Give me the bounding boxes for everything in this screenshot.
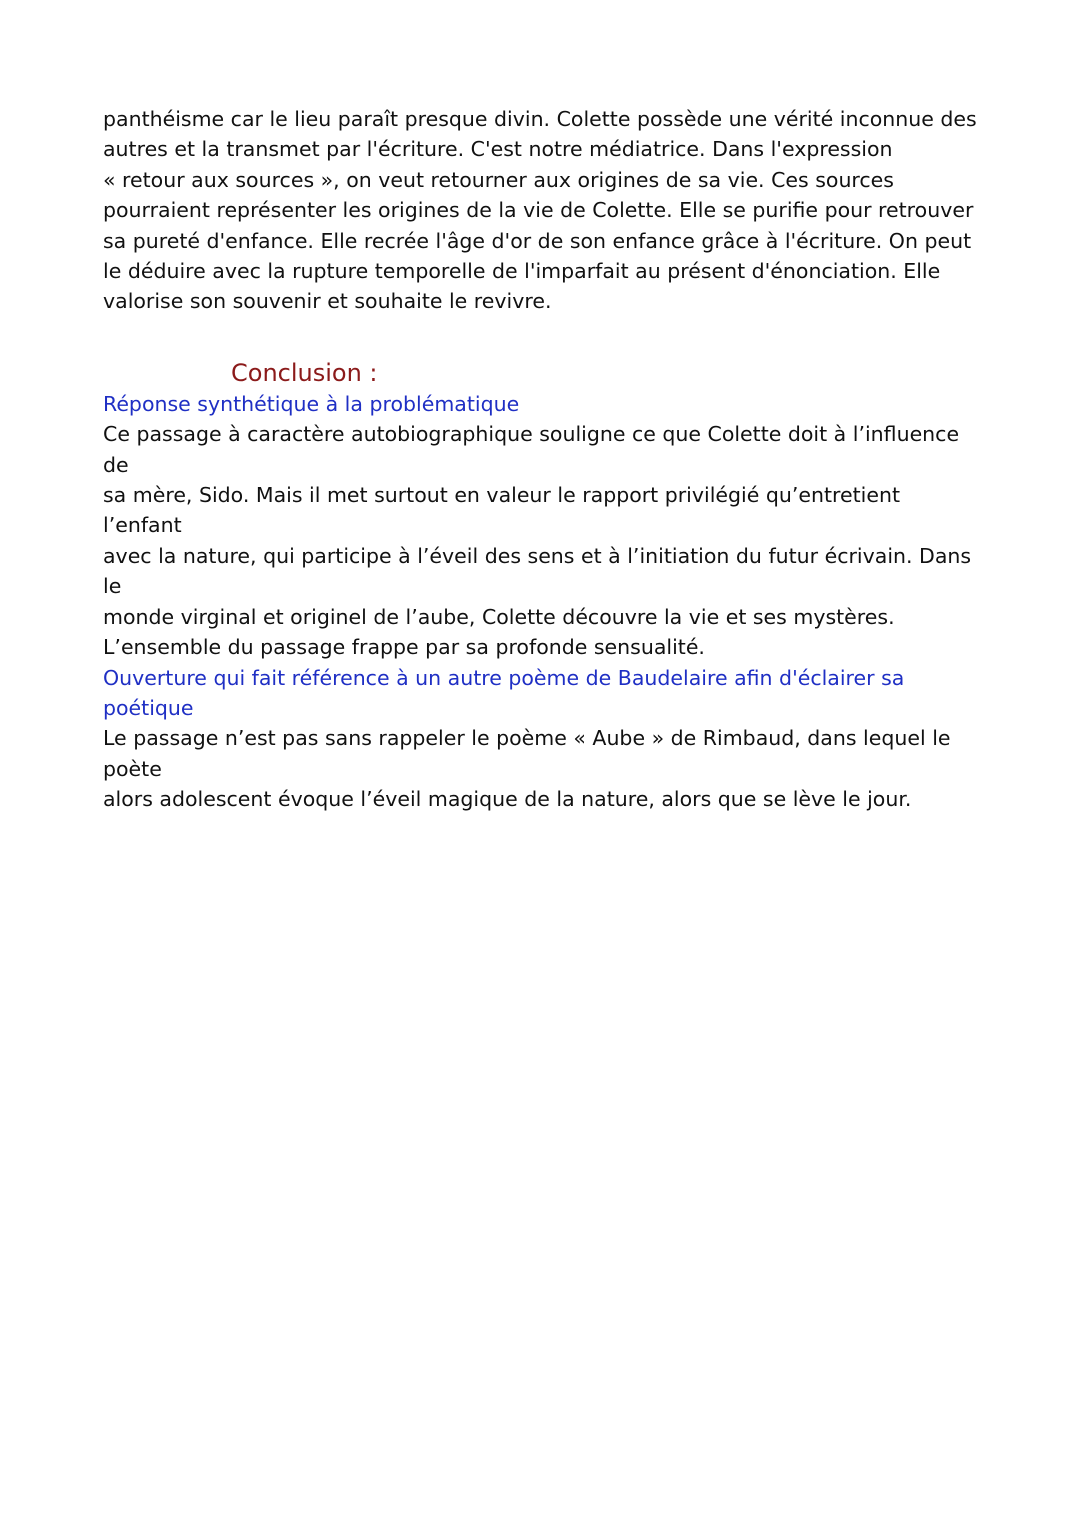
synthesis-heading: Réponse synthétique à la problématique [103,391,520,416]
opening-heading: Ouverture qui fait référence à un autre poème de Baudelaire afin d'éclairer sa poétique [103,665,905,720]
document-body [103,104,983,815]
intro-paragraph: panthéisme car le lieu paraît presque divin. Colette possède une vérité inconnue des autres et la transmet par l'écriture. C'est notre médiatrice. Dans l'expression « retour aux sources », on veut retourner aux origines de sa vie. Ces sources pourraient représenter les origines de la vie de Colette. Elle se purifie pour retrouver sa pureté d'enfance. Elle recrée l'âge d'or de son enfance grâce à l'écriture. On peut le déduire avec la rupture temporelle de l'imparfait au présent d'énonciation. Elle valorise son souvenir et souhaite le revivre. [103,107,977,314]
conclusion-title: Conclusion : [231,358,378,387]
opening-paragraph: Le passage n’est pas sans rappeler le poème « Aube » de Rimbaud, dans lequel le poète alors adolescent évoque l’éveil magique de la nature, alors que se lève le jour. [103,726,951,812]
synthesis-paragraph: Ce passage à caractère autobiographique souligne ce que Colette doit à l’influence de sa mère, Sido. Mais il met surtout en valeur le rapport privilégié qu’entretient l’enfant avec la nature, qui participe à l’éveil des sens et à l’initiation du futur écrivain. Dans le monde virginal et originel de l’aube, Colette découvre la vie et ses mystères. L’ensemble du passage frappe par sa profonde sensualité. [103,422,972,660]
